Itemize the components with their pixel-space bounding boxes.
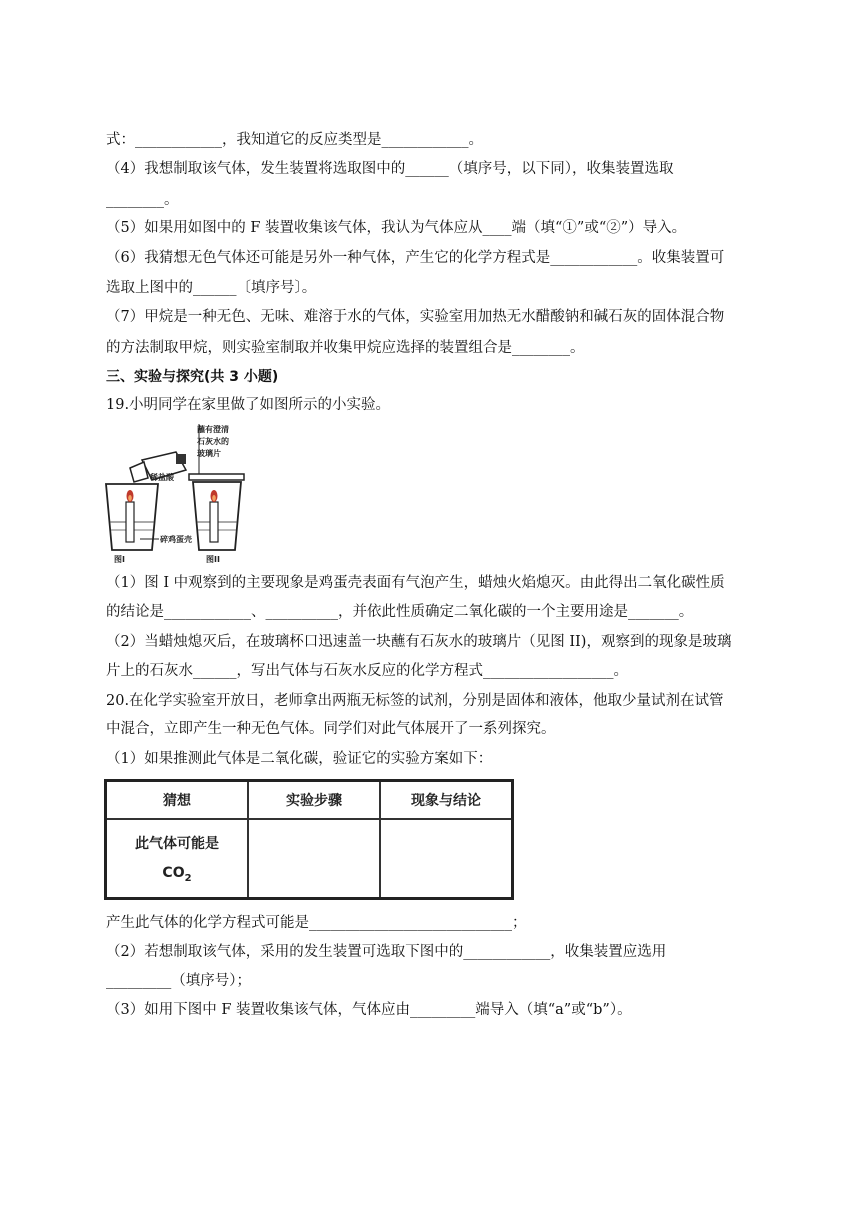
section-heading: 三、实验与探究(共 3 小题) (106, 369, 279, 385)
text-line: ________。 (106, 192, 179, 208)
text-line: 的方法制取甲烷，则实验室制取并收集甲烷应选择的装置组合是________。 (106, 340, 585, 356)
text-line: （7）甲烷是一种无色、无味、难溶于水的气体，实验室用加热无水醋酸钠和碱石灰的固体混合物 (106, 309, 725, 325)
table-header: 实验步骤 (248, 781, 380, 819)
table-header: 猜想 (106, 781, 249, 819)
figure-2-label: 图II (206, 555, 220, 564)
text-line: （2）若想制取该气体，采用的发生装置可选取下图中的____________，收集装置应选用 (106, 944, 667, 960)
eggshell-label: 碎鸡蛋壳 (160, 535, 192, 544)
text-line: （2）当蜡烛熄灭后，在玻璃杯口迅速盖一块蘸有石灰水的玻璃片（见图 II)，观察到的现象是玻璃 (106, 634, 732, 650)
text-line: （5）如果用如图中的 F 装置收集该气体，我认为气体应从____端（填“①”或“②”）导入。 (106, 220, 687, 236)
question-20: 20.在化学实验室开放日，老师拿出两瓶无标签的试剂，分别是固体和液体，他取少量试剂在试管 (106, 693, 724, 709)
text-line: （3）如用下图中 F 装置收集该气体，气体应由_________端导入（填“a”或“b”）。 (106, 1002, 632, 1018)
text-line: 选取上图中的______〔填序号〕。 (106, 280, 317, 296)
glass-cup-2 (193, 482, 241, 550)
table-header: 现象与结论 (380, 781, 513, 819)
guess-line1: 此气体可能是 (135, 835, 219, 852)
table-cell-steps (248, 819, 380, 899)
table-cell-result (380, 819, 513, 899)
text-line: （4）我想制取该气体，发生装置将选取图中的______（填序号，以下同），收集装置选取 (106, 161, 674, 177)
text-line: 中混合，立即产生一种无色气体。同学们对此气体展开了一系列探究。 (106, 721, 556, 737)
glass-plate-label-line3: 玻璃片 (197, 449, 221, 458)
text-line: 片上的石灰水______，写出气体与石灰水反应的化学方程式__________________。 (106, 663, 628, 679)
candle-experiment-figure (104, 422, 254, 564)
question-19: 19.小明同学在家里做了如图所示的小实验。 (106, 397, 391, 413)
text-line: 产生此气体的化学方程式可能是____________________________； (106, 915, 527, 931)
acid-label: 稀盐酸 (150, 473, 174, 482)
text-line: 式：____________，我知道它的反应类型是____________。 (106, 132, 483, 148)
text-line: （6）我猜想无色气体还可能是另外一种气体，产生它的化学方程式是____________。收集装置可 (106, 250, 725, 266)
glass-cup-1 (106, 484, 158, 550)
guess-line2: $CO_2$ (162, 864, 192, 884)
table-cell-guess (106, 819, 249, 899)
text-line: （1）图 I 中观察到的主要现象是鸡蛋壳表面有气泡产生，蜡烛火焰熄灭。由此得出二氧化碳性质 (106, 575, 725, 591)
glass-plate-label-line1: 蘸有澄清 (197, 425, 229, 434)
glass-plate-label-line2: 石灰水的 (197, 437, 229, 446)
text-line: （1）如果推测此气体是二氧化碳，验证它的实验方案如下： (106, 751, 493, 767)
experiment-table (104, 779, 514, 900)
figure-1-label: 图I (114, 555, 125, 564)
text-line: _________（填序号）； (106, 973, 251, 989)
text-line: 的结论是____________、__________，并依此性质确定二氧化碳的一个主要用途是_______。 (106, 604, 694, 620)
